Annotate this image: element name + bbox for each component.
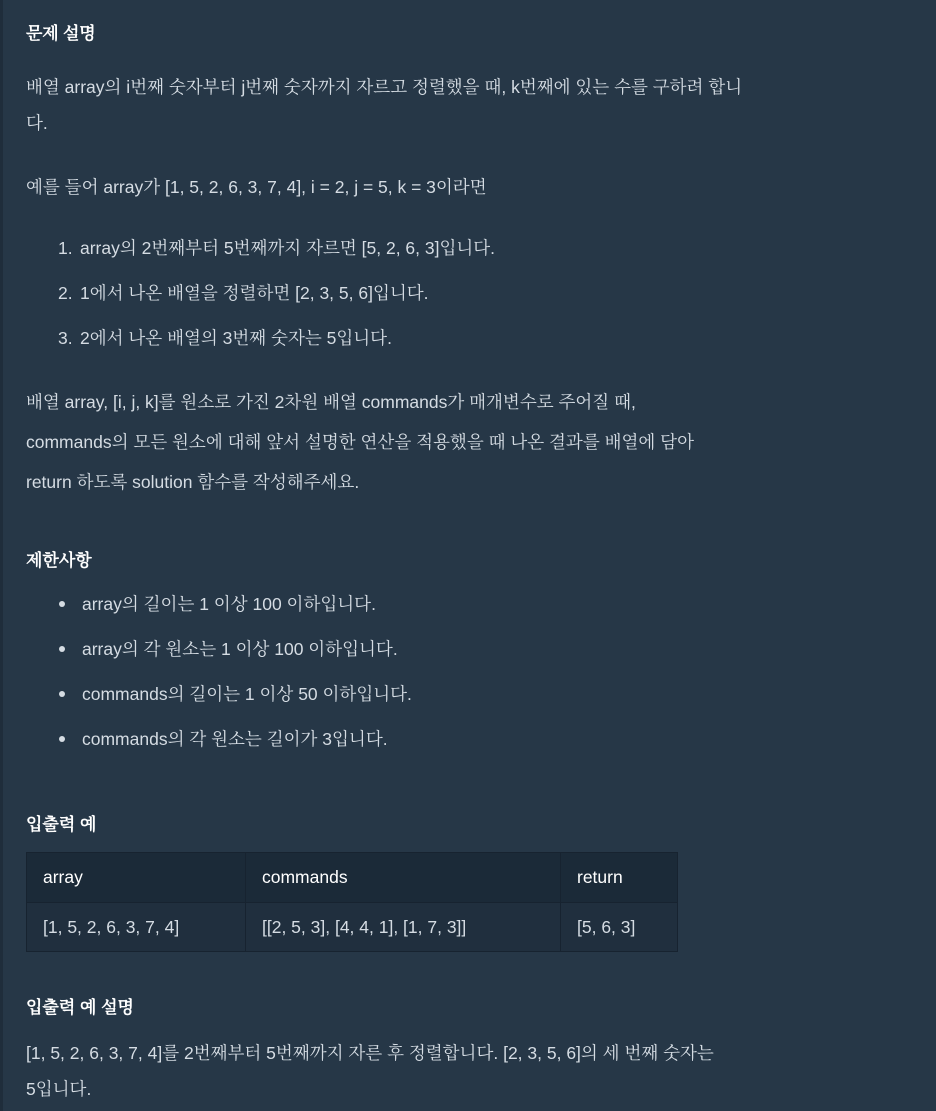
list-item [26, 316, 495, 361]
intro-line-2: 다. [26, 113, 48, 133]
list-item [26, 582, 412, 627]
list-item [26, 271, 495, 316]
io-heading: 입출력 예 [26, 815, 97, 834]
constraint-text: commands의 길이는 1 이상 50 이하입니다. [82, 684, 412, 704]
task-line-3: return 하도록 solution 함수를 작성해주세요. [26, 472, 360, 492]
list-item [26, 627, 412, 672]
task-line-1: 배열 array, [i, j, k]를 원소로 가진 2차원 배열 commands가 매개변수로 주어질 때, [26, 392, 636, 412]
io-explain-heading: 입출력 예 설명 [26, 998, 134, 1017]
intro-line-1: 배열 array의 i번째 숫자부터 j번째 숫자까지 자르고 정렬했을 때, k번째에 있는 수를 구하려 합니 [26, 77, 743, 97]
example-intro: 예를 들어 array가 [1, 5, 2, 6, 3, 7, 4], i = 2, j = 5, k = 3이라면 [26, 177, 487, 197]
task-paragraph [26, 382, 920, 502]
io-explain-line-2: 5입니다. [26, 1079, 92, 1099]
bullet-icon [59, 601, 65, 607]
bullet-icon [59, 736, 65, 742]
panel-left-border [0, 0, 3, 1111]
step-number: 2. [58, 283, 73, 303]
table-header-row [27, 853, 678, 903]
constraint-text: array의 길이는 1 이상 100 이하입니다. [82, 594, 376, 614]
list-item [26, 717, 412, 762]
step-number: 1. [58, 238, 73, 258]
io-example-table [26, 852, 678, 952]
constraints-list [26, 582, 412, 762]
step-text: 1에서 나온 배열을 정렬하면 [2, 3, 5, 6]입니다. [80, 283, 429, 303]
table-row [27, 903, 678, 952]
section-title: 문제 설명 [26, 24, 96, 43]
io-explain-line-1: [1, 5, 2, 6, 3, 7, 4]를 2번째부터 5번째까지 자른 후 정렬합니다. [2, 3, 5, 6]의 세 번째 숫자는 [26, 1043, 714, 1063]
io-explain-paragraph [26, 1035, 920, 1107]
list-item [26, 672, 412, 717]
intro-paragraph [26, 69, 920, 141]
column-header-array: array [27, 853, 246, 903]
bullet-icon [59, 646, 65, 652]
step-text: 2에서 나온 배열의 3번째 숫자는 5입니다. [80, 328, 392, 348]
constraint-text: array의 각 원소는 1 이상 100 이하입니다. [82, 639, 398, 659]
step-text: array의 2번째부터 5번째까지 자르면 [5, 2, 6, 3]입니다. [80, 238, 496, 258]
column-header-return: return [561, 853, 678, 903]
constraint-text: commands의 각 원소는 길이가 3입니다. [82, 729, 388, 749]
list-item [26, 226, 495, 271]
constraints-heading: 제한사항 [26, 551, 92, 570]
example-steps-list [26, 226, 495, 361]
column-header-commands: commands [246, 853, 561, 903]
bullet-icon [59, 691, 65, 697]
table-cell-return: [5, 6, 3] [561, 903, 678, 952]
task-line-2: commands의 모든 원소에 대해 앞서 설명한 연산을 적용했을 때 나온 결과를 배열에 담아 [26, 432, 694, 452]
table-cell-array: [1, 5, 2, 6, 3, 7, 4] [27, 903, 246, 952]
table-cell-commands: [[2, 5, 3], [4, 4, 1], [1, 7, 3]] [246, 903, 561, 952]
step-number: 3. [58, 328, 73, 348]
